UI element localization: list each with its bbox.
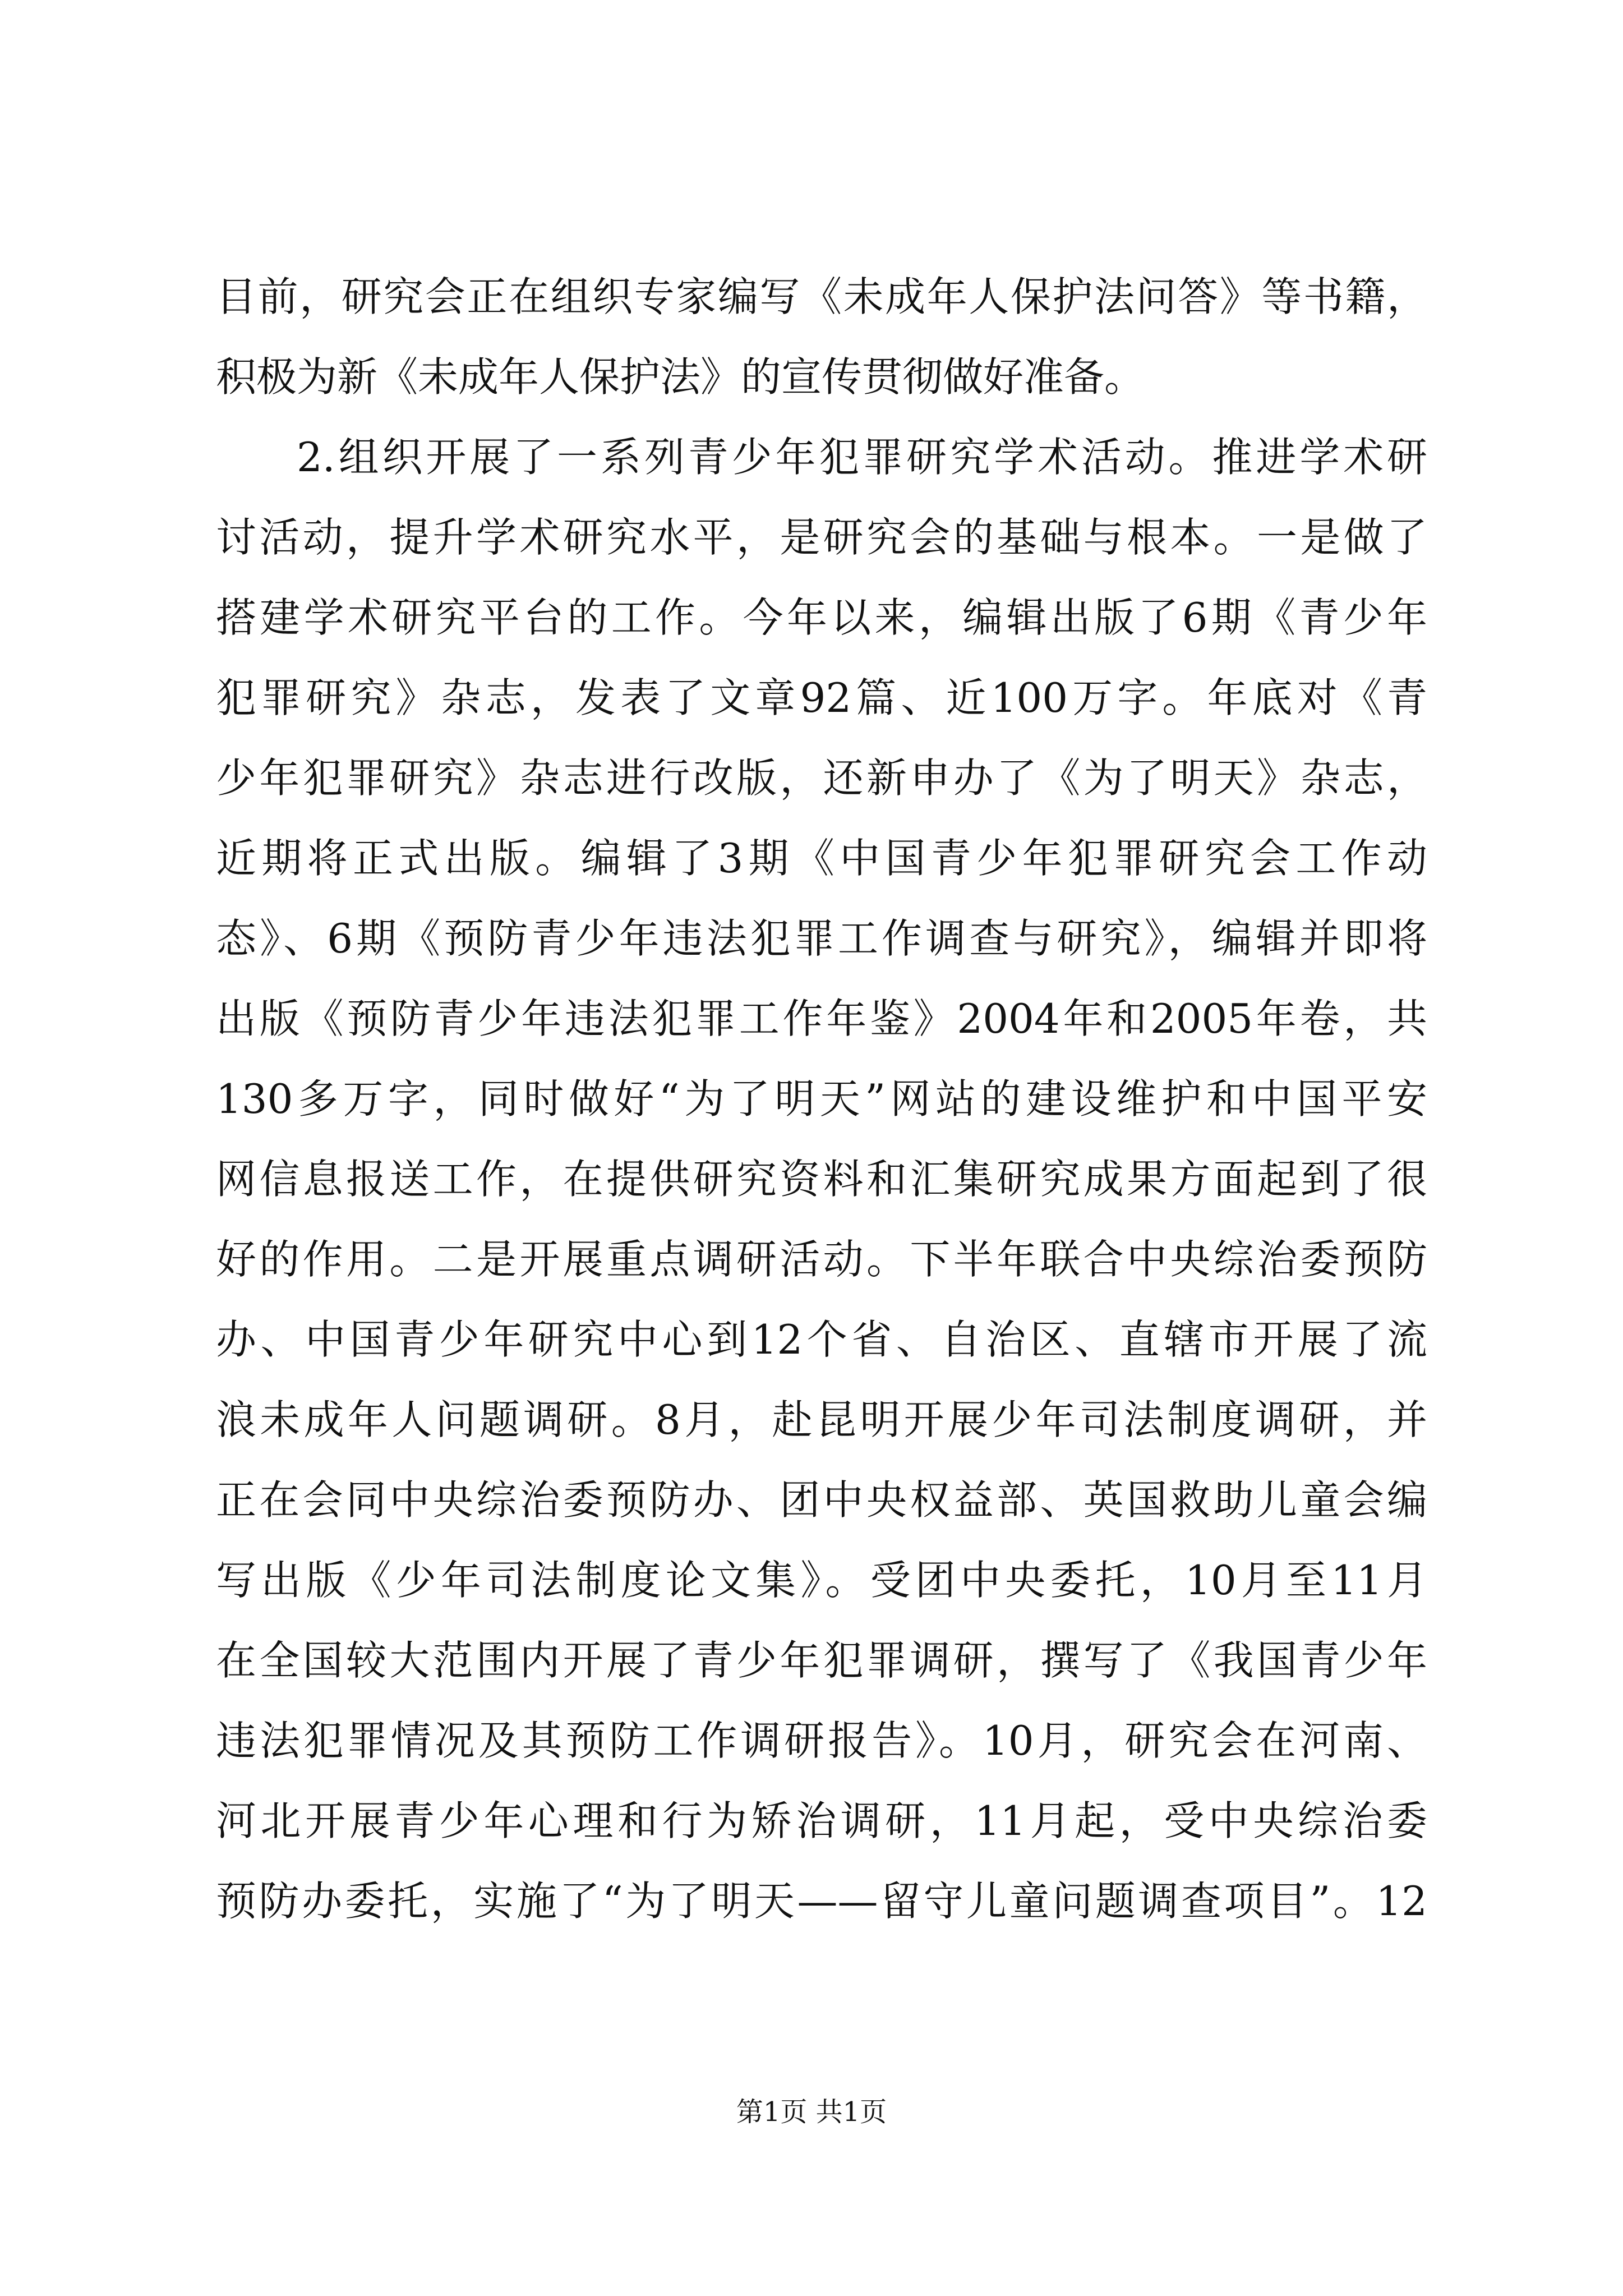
text-line: 积极为新《未成年人保护法》的宣传贯彻做好准备。 xyxy=(216,353,1145,401)
text-line: 正在会同中央综治委预防办、团中央权益部、英国救助儿童会编 xyxy=(216,1476,1427,1524)
text-line: 近期将正式出版。编辑了3期《中国青少年犯罪研究会工作动 xyxy=(216,835,1427,882)
text-line: 预防办委托，实施了“为了明天——留守儿童问题调查项目”。12 xyxy=(216,1878,1427,1925)
text-line: 搭建学术研究平台的工作。今年以来，编辑出版了6期《青少年 xyxy=(216,594,1427,641)
page-footer xyxy=(0,2092,1623,2132)
text-line: 犯罪研究》杂志，发表了文章92篇、近100万字。年底对《青 xyxy=(216,674,1427,721)
text-line: 讨活动，提升学术研究水平，是研究会的基础与根本。一是做了 xyxy=(216,514,1427,561)
page-number-label: 第1页 共1页 xyxy=(736,2096,887,2128)
text-line: 130多万字，同时做好“为了明天”网站的建设维护和中国平安 xyxy=(216,1075,1427,1122)
text-line: 目前，研究会正在组织专家编写《未成年人保护法问答》等书籍， xyxy=(216,273,1427,320)
text-line: 浪未成年人问题调研。8月，赴昆明开展少年司法制度调研，并 xyxy=(216,1396,1427,1443)
body-text xyxy=(216,257,1427,1941)
text-line: 河北开展青少年心理和行为矫治调研，11月起，受中央综治委 xyxy=(216,1797,1427,1844)
text-line: 出版《预防青少年违法犯罪工作年鉴》2004年和2005年卷，共 xyxy=(216,995,1427,1042)
text-line: 网信息报送工作，在提供研究资料和汇集研究成果方面起到了很 xyxy=(216,1156,1427,1203)
text-line: 违法犯罪情况及其预防工作调研报告》。10月，研究会在河南、 xyxy=(216,1717,1427,1764)
text-line: 2.组织开展了一系列青少年犯罪研究学术活动。推进学术研 xyxy=(297,434,1427,481)
text-line: 少年犯罪研究》杂志进行改版，还新申办了《为了明天》杂志， xyxy=(216,754,1427,802)
text-line: 好的作用。二是开展重点调研活动。下半年联合中央综治委预防 xyxy=(216,1236,1427,1283)
text-line: 写出版《少年司法制度论文集》。受团中央委托，10月至11月 xyxy=(216,1557,1427,1604)
text-line: 在全国较大范围内开展了青少年犯罪调研，撰写了《我国青少年 xyxy=(216,1637,1427,1684)
text-line: 办、中国青少年研究中心到12个省、自治区、直辖市开展了流 xyxy=(216,1316,1427,1363)
text-line: 态》、6期《预防青少年违法犯罪工作调查与研究》，编辑并即将 xyxy=(216,915,1427,962)
